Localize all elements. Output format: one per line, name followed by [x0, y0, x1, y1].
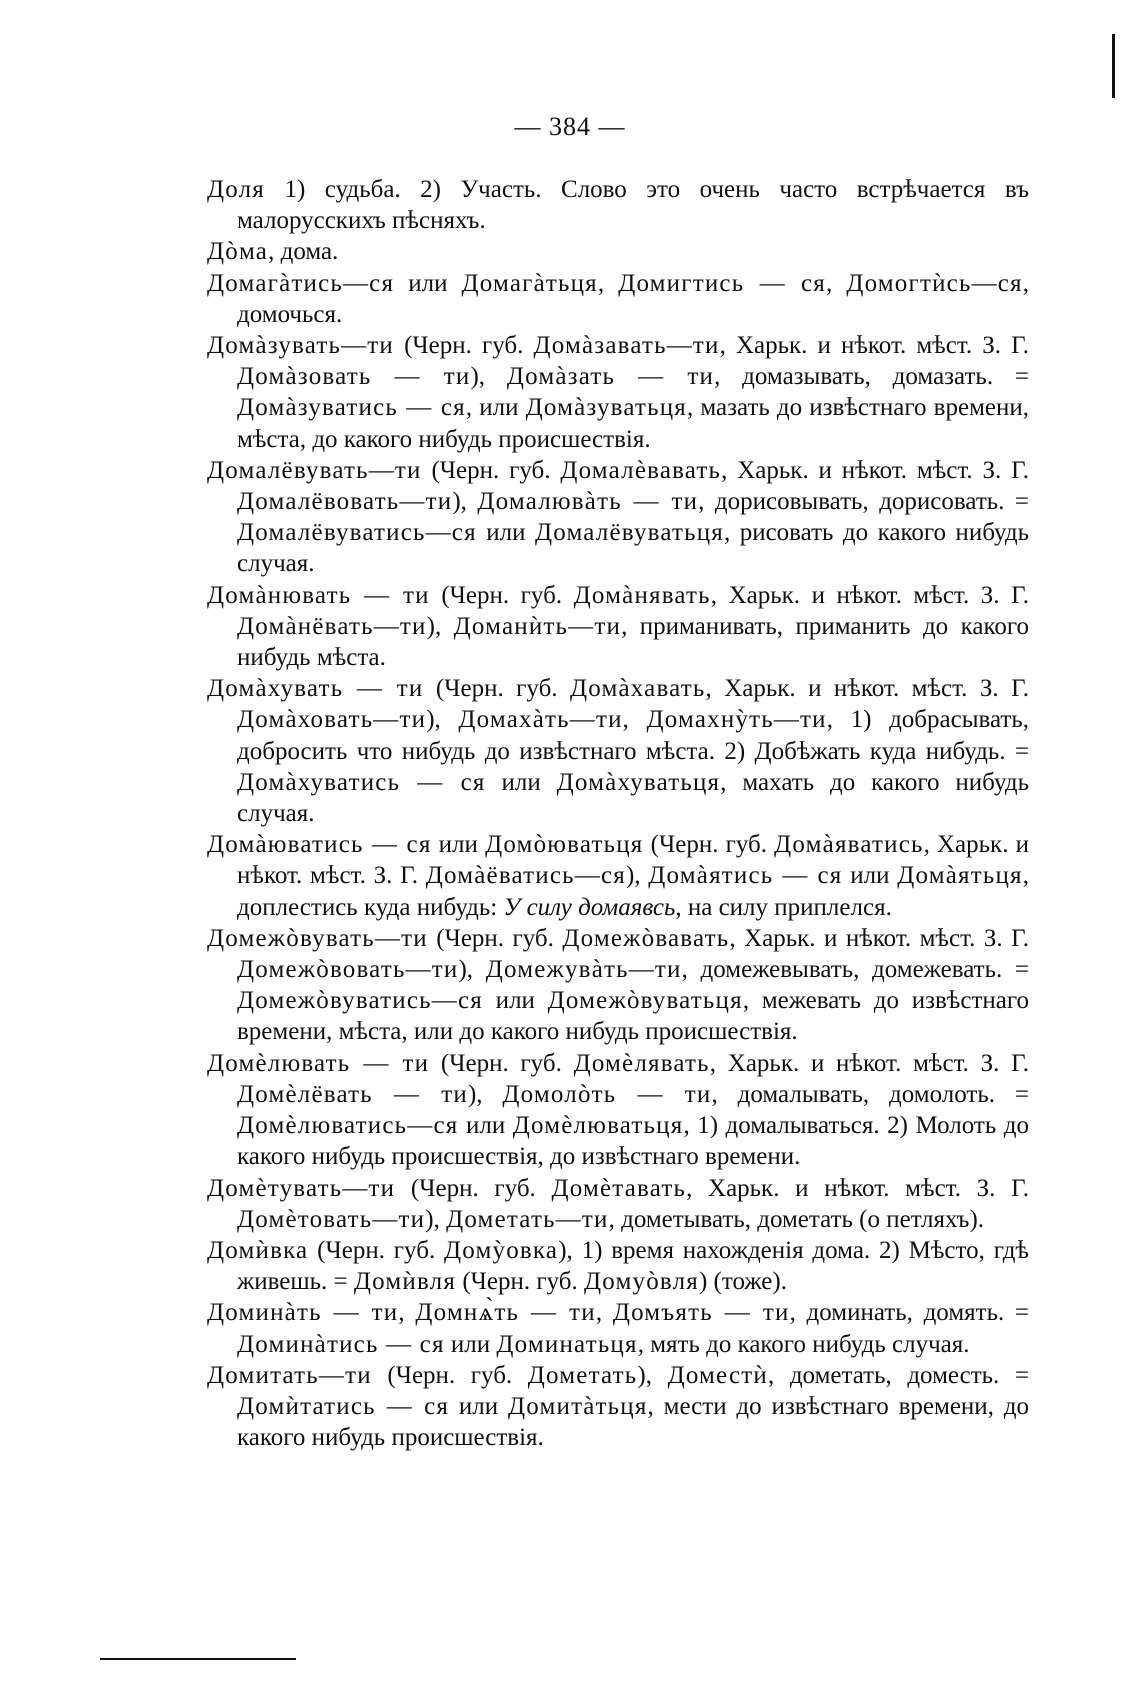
- definition-text: , Харьк. и нѣкот. мѣст. З. Г.: [721, 456, 1029, 484]
- example-phrase: У силу домаявсь: [503, 893, 676, 921]
- headword: Домàнявать: [573, 581, 711, 609]
- definition-text: (Черн. губ.: [371, 1361, 528, 1389]
- definition-text: или: [482, 987, 548, 1015]
- definition-text: ),: [426, 612, 454, 640]
- headword: Домèлявать: [573, 1049, 710, 1077]
- headword: Доманѝть—ти: [453, 612, 622, 640]
- definition-text: , или: [465, 394, 526, 422]
- headword: Домигтись — ся: [618, 269, 827, 297]
- dictionary-entry: [207, 923, 1029, 1048]
- definition-text: ),: [467, 1080, 503, 1108]
- dictionary-entry: [207, 1360, 1029, 1454]
- page-number: — 384 —: [514, 112, 626, 141]
- headword: Домàхуватьця: [556, 768, 721, 796]
- definition-text: или: [458, 1112, 513, 1140]
- headword: Домèтувать—ти: [207, 1174, 396, 1202]
- definition-text: или: [476, 519, 535, 547]
- definition-text: , приманивать, приманить до какого нибудь мѣста.: [237, 612, 1029, 672]
- definition-text: , Харьк. и нѣкот. мѣст. З. Г.: [686, 1174, 1029, 1202]
- dictionary-entry: [207, 174, 1029, 236]
- definition-text: ,: [826, 269, 847, 297]
- headword: Домагàтьця: [461, 269, 598, 297]
- headword: Домèтовать—ти: [237, 1205, 426, 1233]
- definition-text: ),: [452, 488, 478, 516]
- definition-text: , доминать, домять. =: [789, 1299, 1030, 1327]
- definition-text: , дорисовывать, дорисовать. =: [698, 488, 1030, 516]
- dictionary-entry: [207, 268, 1029, 330]
- definition-text: , махать до какого нибудь случая.: [237, 768, 1029, 828]
- headword: Домогтѝсь—ся: [846, 269, 1023, 297]
- definition-text: (Черн. губ.: [395, 1174, 552, 1202]
- headword: Домèлювать — ти: [207, 1049, 430, 1077]
- definition-text: , мазать до извѣстнаго времени, мѣста, до какого нибудь происшествія.: [237, 394, 1029, 453]
- headword: Домежòвовать—ти: [237, 956, 459, 984]
- headword: Домàхувать — ти: [207, 675, 424, 703]
- dictionary-entry: [207, 829, 1029, 923]
- dictionary-entry: [207, 580, 1029, 674]
- dictionary-entry: [207, 673, 1029, 829]
- definition-text: ),: [426, 706, 459, 734]
- headword: Домитàтьця: [508, 1392, 648, 1420]
- headword: Домахàть—ти: [458, 706, 623, 734]
- headword: Домàёватись—ся: [425, 862, 626, 890]
- definition-text: , домалывать, домолоть. =: [711, 1080, 1030, 1108]
- definition-text: ),: [637, 1361, 668, 1389]
- definition-text: ),: [470, 363, 507, 391]
- definition-text: , доплестись куда нибудь:: [237, 862, 1029, 921]
- definition-text: ,: [597, 269, 619, 297]
- definition-text: , дометать, доместь. =: [767, 1361, 1029, 1389]
- headword: Доместѝ: [667, 1361, 768, 1389]
- dictionary-entry: [207, 236, 1029, 267]
- headword: Домàнювать — ти: [207, 581, 430, 609]
- dictionary-entry: [207, 1173, 1029, 1235]
- definition-text: , домежевывать, домежевать. =: [681, 956, 1029, 984]
- scan-edge-mark: [1112, 34, 1115, 98]
- definition-text: (Черн. губ.: [643, 831, 775, 859]
- definition-text: , Харьк. и нѣкот. мѣст. З. Г.: [709, 1049, 1029, 1077]
- headword: Домàзуватьця: [525, 394, 687, 422]
- definition-text: , домазывать, домазать. =: [714, 363, 1029, 391]
- headword: Домалёвувать—ти: [207, 456, 422, 484]
- definition-text: , мести до извѣстнаго времени, до какого нибудь происшествія.: [237, 1392, 1030, 1452]
- definition-text: , 1) добрасывать, добросить что нибудь до извѣстнаго мѣста. 2) Добѣжать куда нибудь. =: [237, 706, 1030, 765]
- headword: Дòма: [207, 238, 269, 266]
- headword: Домàзувать—ти: [207, 332, 394, 360]
- definition-text: , Харьк. и нѣкот. мѣст. З. Г.: [719, 332, 1029, 360]
- definition-text: (Черн. губ.: [429, 581, 574, 609]
- headword: Домàятьця: [897, 862, 1023, 890]
- headword: Домàзуватись — ся: [237, 394, 466, 422]
- headword: Домàятись — ся: [648, 862, 843, 890]
- definition-text: (Черн. губ.: [423, 675, 570, 703]
- headword: Домèлюватись—ся: [237, 1112, 459, 1140]
- definition-text: (Черн. губ.: [427, 924, 563, 952]
- headword: Домàхуватись — ся: [237, 768, 486, 796]
- dictionary-entry: [207, 330, 1029, 455]
- definition-text: , на силу приплелся.: [675, 893, 892, 921]
- headword: Домалèвавать: [560, 456, 722, 484]
- headword: Домòюватьця: [485, 831, 644, 859]
- definition-text: (Черн. губ.: [394, 332, 534, 360]
- definition-text: или: [485, 768, 557, 796]
- headword: Домèтавать: [551, 1174, 687, 1202]
- definition-text: ),: [625, 862, 649, 890]
- headword: Домежòвувать—ти: [207, 924, 428, 952]
- definition-text: ,: [398, 1299, 416, 1327]
- definition-text: , Харьк. и нѣкот. мѣст. З. Г.: [729, 924, 1029, 952]
- headword: Домѝтатись — ся: [237, 1392, 450, 1420]
- headword: Домитать—ти: [207, 1361, 372, 1389]
- headword: Домèлюватьця: [512, 1112, 684, 1140]
- headword: Дометать: [527, 1361, 638, 1389]
- definition-text: , рисовать до какого нибудь случая.: [237, 519, 1030, 578]
- headword: Домèлёвать — ти: [237, 1080, 468, 1108]
- definition-text: ) (тоже).: [698, 1268, 787, 1296]
- definition-text: (Черн. губ.: [456, 1268, 585, 1296]
- headword: Домàнёвать—ти: [237, 612, 427, 640]
- headword: Домалёвуватьця: [534, 519, 724, 547]
- headword: Домàзовать — ти: [237, 363, 471, 391]
- definition-text: (Черн. губ.: [308, 1236, 445, 1264]
- definition-text: (Черн. губ.: [429, 1049, 574, 1077]
- dictionary-entry: [207, 1048, 1029, 1173]
- headword: Домагàтись—ся: [207, 269, 395, 297]
- definition-text: , Харьк. и нѣкот. мѣст. З. Г.: [710, 581, 1029, 609]
- headword: Домàяватись: [774, 831, 924, 859]
- headword: Домѝвля: [353, 1268, 457, 1296]
- definition-text: или: [394, 269, 462, 297]
- definition-text: ), 1) время нахожденія дома. 2) Мѣсто, гдѣ живешь. =: [237, 1236, 1030, 1296]
- definition-text: ),: [458, 956, 486, 984]
- headword: Домалювàть — ти: [477, 488, 699, 516]
- headword: Доминàть — ти: [207, 1299, 399, 1327]
- headword: Домѝвка: [207, 1236, 309, 1264]
- definition-text: или: [444, 1330, 497, 1358]
- dictionary-text: [207, 174, 1029, 1453]
- definition-text: ),: [425, 1205, 447, 1233]
- headword: Домỳовка: [444, 1236, 559, 1264]
- definition-text: , межевать до извѣстнаго времени, мѣста, или до какого нибудь происшествія.: [237, 987, 1030, 1046]
- dictionary-entry: [207, 1297, 1029, 1359]
- headword: Домахнỳть—ти: [646, 706, 827, 734]
- headword: Домалёвуватись—ся: [237, 519, 477, 547]
- headword: Домàховать—ти: [237, 706, 427, 734]
- definition-text: ,: [595, 1299, 613, 1327]
- definition-text: (Черн. губ.: [421, 456, 561, 484]
- definition-text: 1) судьба. 2) Участь. Слово это очень часто встрѣчается въ малорусскихъ пѣсняхъ.: [237, 176, 1029, 235]
- headword: Дометать—ти: [446, 1205, 609, 1233]
- headword: Доминатьця: [496, 1330, 638, 1358]
- headword: Доминàтись — ся: [237, 1330, 445, 1358]
- headword: Домежòвуватись—ся: [237, 987, 483, 1015]
- footer-rule: [100, 1658, 296, 1660]
- definition-text: или: [431, 831, 486, 859]
- definition-text: , Харьк. и нѣкот. мѣст. З. Г.: [705, 675, 1029, 703]
- headword: Домежувàть—ти: [485, 956, 682, 984]
- headword: Домàюватись — ся: [207, 831, 432, 859]
- headword: Домуòвля: [584, 1268, 699, 1296]
- definition-text: ,: [622, 706, 647, 734]
- definition-text: или: [842, 862, 898, 890]
- dictionary-entry: [207, 455, 1029, 580]
- dictionary-entry: [207, 1235, 1029, 1297]
- headword: Домàзавать—ти: [533, 332, 720, 360]
- definition-text: , Харьк. и нѣкот. мѣст. З. Г.: [237, 831, 1029, 890]
- definition-text: , 1) домалываться. 2) Молоть до какого нибудь происшествія, до извѣстнаго времени.: [237, 1112, 1029, 1171]
- headword: Домнѧ̀ть — ти: [415, 1299, 596, 1327]
- headword: Домалёвовать—ти: [237, 488, 453, 516]
- headword: Домъять — ти: [612, 1299, 790, 1327]
- definition-text: , мять до какого нибудь случая.: [637, 1330, 970, 1358]
- headword: Домàхавать: [570, 675, 706, 703]
- headword: Домолòть — ти: [502, 1080, 712, 1108]
- headword: Домàзать — ти: [506, 363, 715, 391]
- definition-text: , дометывать, дометать (о петляхъ).: [608, 1205, 985, 1233]
- headword: Домежòвуватьця: [547, 987, 743, 1015]
- definition-text: , дома.: [268, 238, 339, 266]
- headword: Доля: [207, 176, 265, 203]
- headword: Домежòвавать: [562, 924, 730, 952]
- definition-text: , домочься.: [237, 269, 1030, 328]
- definition-text: или: [449, 1392, 509, 1420]
